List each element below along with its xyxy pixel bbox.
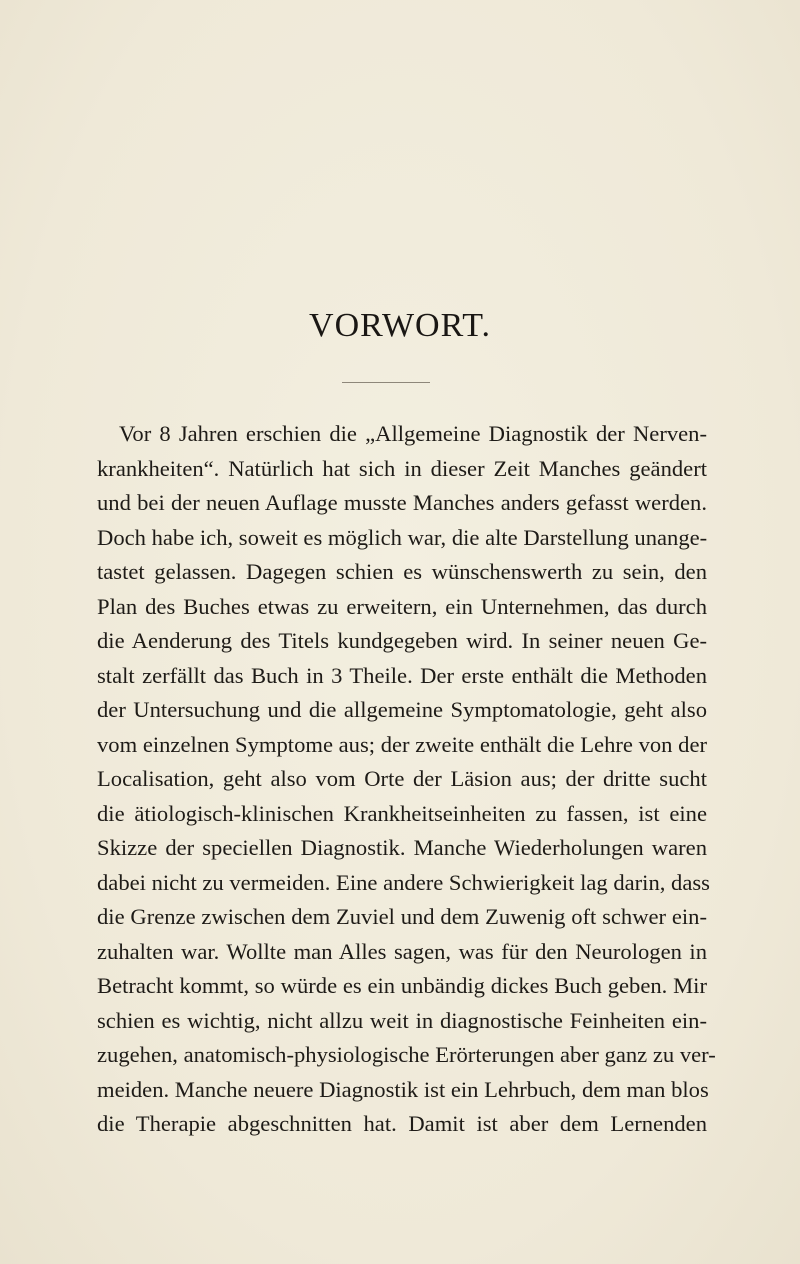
text-line: zugehen, anatomisch-physiologische Erörterungen aber ganz zu ver- xyxy=(97,1042,716,1067)
text-line: dabei nicht zu vermeiden. Eine andere Schwierigkeit lag darin, dass xyxy=(97,869,710,895)
text-line: die Therapie abgeschnitten hat. Damit ist aber dem Lernenden xyxy=(97,1111,707,1136)
text-line: Skizze der speciellen Diagnostik. Manche Wiederholungen waren xyxy=(97,835,707,860)
page-title: VORWORT. xyxy=(309,307,491,344)
text-line: der Untersuchung und die allgemeine Symptomatologie, geht also xyxy=(97,697,707,722)
text-line: Localisation, geht also vom Orte der Läsion aus; der dritte sucht xyxy=(97,766,707,791)
text-line: krankheiten“. Natürlich hat sich in dieser Zeit Manches geändert xyxy=(97,455,707,481)
title-divider xyxy=(342,382,430,383)
text-line: tastet gelassen. Dagegen schien es wünschenswerth zu sein, den xyxy=(97,559,707,584)
text-line: die ätiologisch-klinischen Krankheitseinheiten zu fassen, ist eine xyxy=(97,800,707,826)
text-line: meiden. Manche neuere Diagnostik ist ein Lehrbuch, dem man blos xyxy=(97,1076,709,1102)
text-line: schien es wichtig, nicht allzu weit in diagnostische Feinheiten ein- xyxy=(97,1007,707,1033)
text-line: Betracht kommt, so würde es ein unbändig dickes Buch geben. Mir xyxy=(97,973,707,998)
text-line: Doch habe ich, soweit es möglich war, die alte Darstellung unange- xyxy=(97,524,708,550)
preface-text xyxy=(97,417,716,1142)
text-line: vom einzelnen Symptome aus; der zweite enthält die Lehre von der xyxy=(97,731,707,757)
text-line: Vor 8 Jahren erschien die „Allgemeine Diagnostik der Nerven- xyxy=(119,421,707,446)
text-line: die Grenze zwischen dem Zuviel und dem Zuwenig oft schwer ein- xyxy=(97,904,707,929)
text-line: stalt zerfällt das Buch in 3 Theile. Der erste enthält die Methoden xyxy=(97,662,707,688)
text-line: Plan des Buches etwas zu erweitern, ein Unternehmen, das durch xyxy=(97,593,707,619)
text-line: und bei der neuen Auflage musste Manches anders gefasst werden. xyxy=(97,490,707,515)
text-line: zuhalten war. Wollte man Alles sagen, was für den Neurologen in xyxy=(97,938,707,964)
text-line: die Aenderung des Titels kundgegeben wird. In seiner neuen Ge- xyxy=(97,628,707,653)
